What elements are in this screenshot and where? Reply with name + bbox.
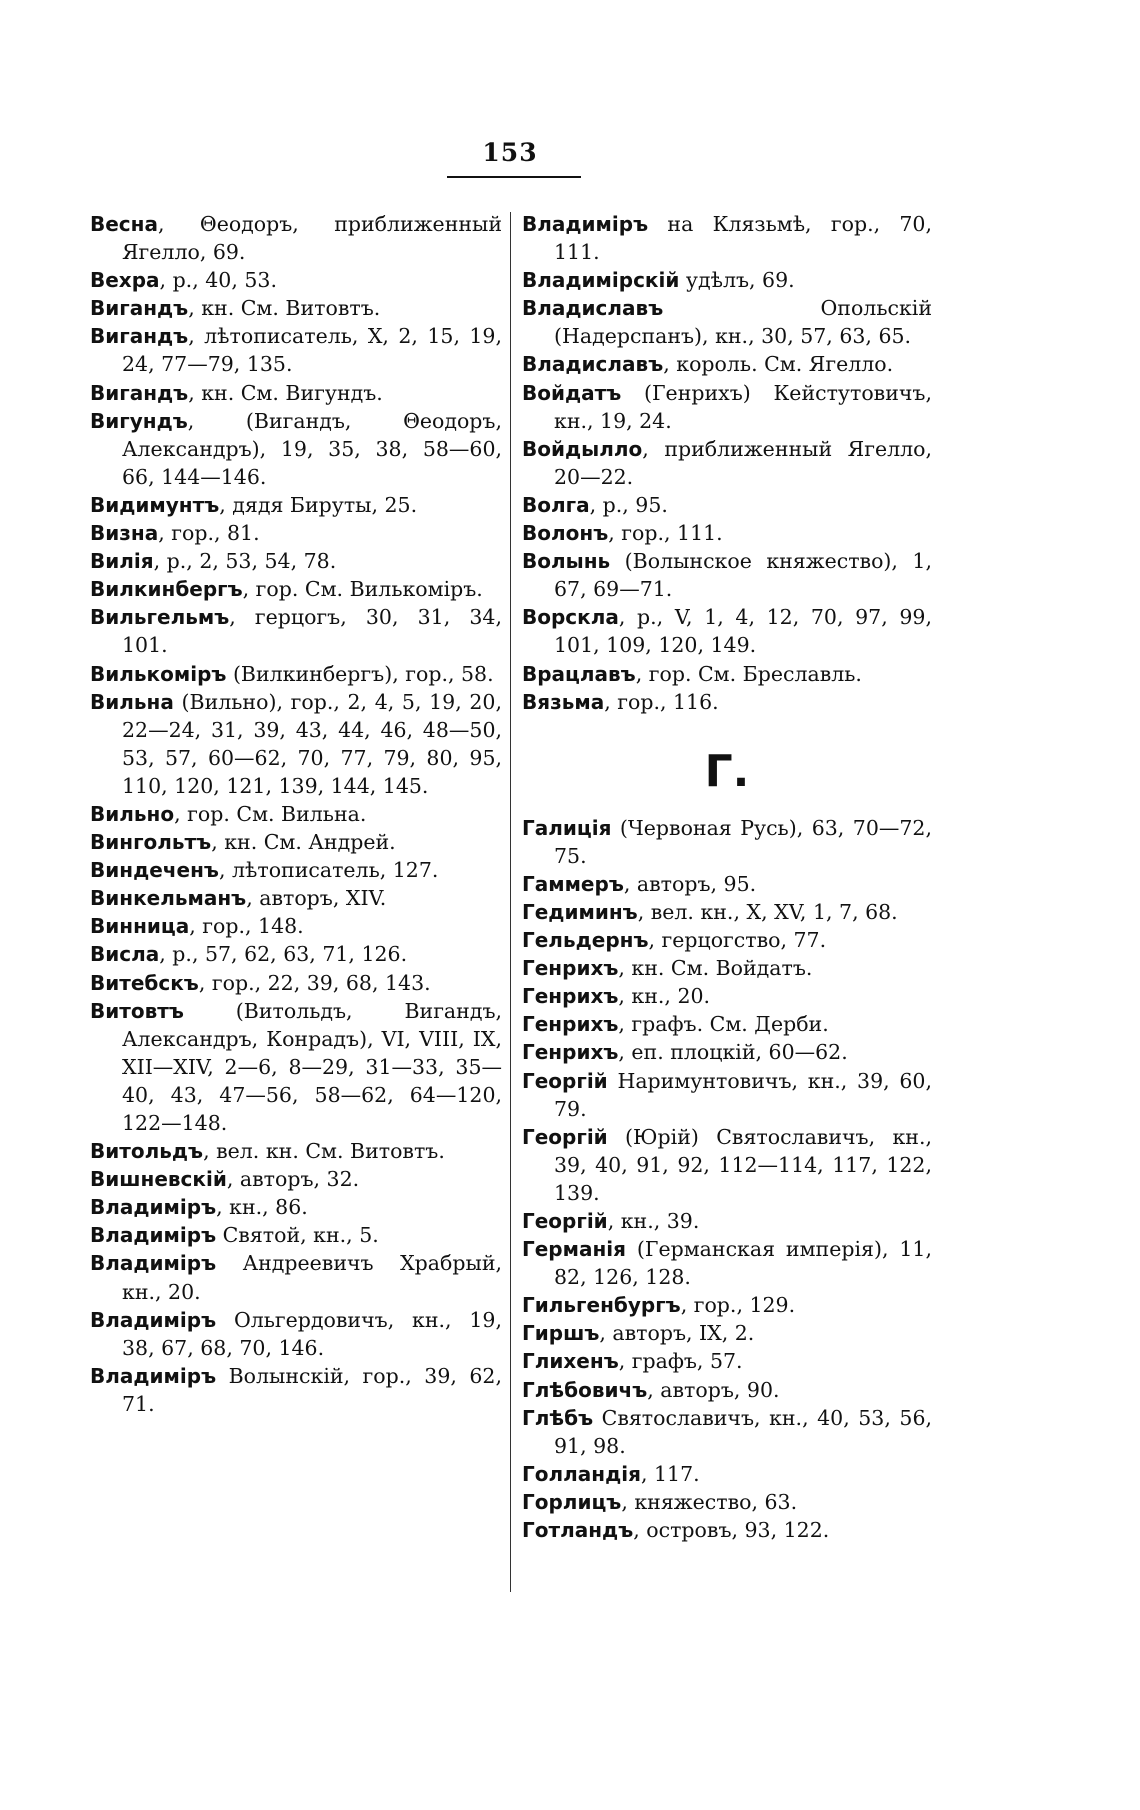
- index-entry: [522, 379, 932, 435]
- index-entry: [522, 350, 932, 378]
- index-entry: [522, 603, 932, 659]
- index-entry-heading: Волонъ: [522, 521, 609, 546]
- index-entry-heading: Гильгенбургъ: [522, 1293, 681, 1318]
- index-entry-heading: Весна: [90, 212, 158, 236]
- index-entry-heading: Генрихъ: [522, 1040, 619, 1065]
- index-entry-heading: Виндеченъ: [90, 858, 219, 883]
- index-entry-heading: Вильгельмъ: [90, 605, 230, 630]
- index-entry: [522, 1207, 932, 1235]
- index-entry: [522, 519, 932, 547]
- index-entry-heading: Глѣбъ: [522, 1405, 594, 1430]
- index-entry-heading: Гаммеръ: [522, 871, 624, 896]
- index-entry: [522, 1235, 932, 1291]
- index-entry: [522, 1376, 932, 1404]
- index-entry-references: , Θеодоръ, приближенный Ягелло, 69.: [122, 212, 502, 265]
- index-entry-references: (Вилкинбергъ), гор., 58.: [226, 661, 494, 686]
- index-entry-references: , кн. См. Вигундъ.: [188, 380, 383, 405]
- index-entry-heading: Глѣбовичъ: [522, 1377, 648, 1402]
- index-entry-references: на Клязьмѣ, гор., 70, 111.: [554, 212, 932, 265]
- page-number: 153: [482, 138, 538, 167]
- index-entry-heading: Глихенъ: [522, 1349, 619, 1374]
- index-entry-heading: Генрихъ: [522, 956, 619, 981]
- index-entry: [90, 1137, 502, 1165]
- index-entry: [90, 547, 502, 575]
- index-entry: [90, 1193, 502, 1221]
- index-entry: [522, 1347, 932, 1375]
- index-entry-references: , авторъ, 32.: [226, 1167, 360, 1192]
- index-entry-references: , герцогъ, 30, 31, 34, 101.: [122, 605, 502, 658]
- index-entry-references: Волынскій, гор., 39, 62, 71.: [122, 1363, 502, 1416]
- index-entry-references: Святой, кн., 5.: [216, 1223, 379, 1248]
- index-entry-heading: Врацлавъ: [522, 661, 636, 686]
- index-entry-references: (Германская имперія), 11, 82, 126, 128.: [554, 1237, 932, 1290]
- index-entry-heading: Вигандъ: [90, 380, 189, 405]
- index-entry-references: , княжество, 63.: [621, 1489, 798, 1514]
- section-letter-heading: Г.: [704, 745, 750, 797]
- index-entry-heading: Витольдъ: [90, 1139, 204, 1164]
- index-entry: [522, 1038, 932, 1066]
- index-entry: [90, 940, 502, 968]
- index-entry-references: , еп. плоцкій, 60—62.: [618, 1040, 848, 1065]
- index-entry: [522, 1010, 932, 1038]
- index-entry-heading: Владиславъ: [522, 296, 664, 321]
- index-entry-heading: Висла: [90, 942, 160, 967]
- index-entry-heading: Вигандъ: [90, 296, 189, 321]
- index-entry-heading: Вилькоміръ: [90, 661, 227, 686]
- index-entry-references: , р., 40, 53.: [159, 268, 277, 293]
- index-entry: [90, 1249, 502, 1305]
- index-entry-references: , герцогство, 77.: [648, 928, 827, 953]
- index-entry-heading: Владимірскій: [522, 268, 680, 293]
- index-entry: [522, 1516, 932, 1544]
- index-entry-references: (Волынское княжество), 1, 67, 69—71.: [554, 549, 932, 602]
- index-entry-heading: Винница: [90, 914, 190, 939]
- index-column-right: [522, 210, 932, 1544]
- index-entry-references: , графъ. См. Дерби.: [618, 1012, 829, 1037]
- index-entry-heading: Вилія: [90, 549, 154, 574]
- index-entry-references: Наримунтовичъ, кн., 39, 60, 79.: [554, 1068, 932, 1121]
- index-entry-references: Ольгердовичъ, кн., 19, 38, 67, 68, 70, 146.: [122, 1307, 502, 1360]
- index-entry: [90, 519, 502, 547]
- index-entry-references: Опольскій (Надерспанъ), кн., 30, 57, 63, 65.: [554, 296, 932, 349]
- page-number-rule: [447, 176, 581, 178]
- index-entry-heading: Владиміръ: [90, 1251, 217, 1276]
- index-entry-heading: Витовтъ: [90, 998, 184, 1023]
- index-entry-references: , лѣтописатель, X, 2, 15, 19, 24, 77—79, 135.: [122, 324, 502, 377]
- index-entry-references: , кн. См. Андрей.: [211, 830, 396, 855]
- index-entry-references: , кн. См. Войдатъ.: [618, 956, 813, 981]
- index-entry: [90, 1306, 502, 1362]
- index-entry-heading: Георгій: [522, 1068, 608, 1093]
- index-entry-heading: Визна: [90, 521, 159, 546]
- index-entry: [522, 898, 932, 926]
- index-entry-heading: Владиміръ: [90, 1195, 217, 1220]
- index-entry: [522, 1067, 932, 1123]
- index-entry: [522, 491, 932, 519]
- index-entry-references: , 117.: [640, 1461, 700, 1486]
- index-entry-heading: Вигундъ: [90, 408, 188, 433]
- index-entry: [522, 870, 932, 898]
- index-entry: [90, 1221, 502, 1249]
- index-entry: [90, 1362, 502, 1418]
- index-entry: [522, 1123, 932, 1207]
- index-entry-heading: Георгій: [522, 1209, 608, 1233]
- index-entry-heading: Волынь: [522, 549, 611, 574]
- index-entry: [522, 435, 932, 491]
- index-entry-references: , авторъ, 95.: [623, 871, 757, 896]
- index-entry-references: , кн. См. Витовтъ.: [188, 296, 381, 321]
- index-section-v-continued: [522, 210, 932, 716]
- index-entry-heading: Вишневскій: [90, 1167, 227, 1192]
- index-entry: [90, 491, 502, 519]
- index-entry-heading: Галиція: [522, 815, 612, 840]
- index-entry-references: , лѣтописатель, 127.: [218, 858, 439, 883]
- index-entry-references: , авторъ, XIV.: [246, 886, 387, 911]
- index-entry-heading: Владиміръ: [522, 212, 649, 236]
- index-entry-references: , графъ, 57.: [618, 1349, 743, 1374]
- index-entry-references: (Юрій) Святославичъ, кн., 39, 40, 91, 92, 112—114, 117, 122, 139.: [554, 1124, 932, 1205]
- index-entry: [90, 688, 502, 800]
- index-entry-references: Андреевичъ Храбрый, кн., 20.: [122, 1251, 502, 1304]
- index-entry: [522, 982, 932, 1010]
- index-entry: [90, 997, 502, 1137]
- index-entry-references: , островъ, 93, 122.: [633, 1518, 830, 1543]
- index-entry: [522, 547, 932, 603]
- index-entry-heading: Готландъ: [522, 1518, 634, 1543]
- index-entry: [90, 1165, 502, 1193]
- index-entry: [90, 575, 502, 603]
- index-entry-heading: Волга: [522, 492, 590, 517]
- index-entry-heading: Гедиминъ: [522, 899, 638, 924]
- index-entry-heading: Ворскла: [522, 605, 619, 630]
- index-entry: [522, 660, 932, 688]
- index-entry-references: (Червоная Русь), 63, 70—72, 75.: [554, 815, 932, 868]
- index-entry-references: , р., 2, 53, 54, 78.: [153, 549, 337, 574]
- index-entry-references: , гор. См. Вильна.: [174, 801, 367, 826]
- index-entry-references: , р., V, 1, 4, 12, 70, 97, 99, 101, 109, 120, 149.: [554, 605, 932, 658]
- index-entry-references: , р., 57, 62, 63, 71, 126.: [159, 942, 408, 967]
- index-entry: [90, 828, 502, 856]
- index-entry-references: , вел. кн., X, XV, 1, 7, 68.: [637, 899, 898, 924]
- index-entry-references: , авторъ, 90.: [647, 1377, 780, 1402]
- index-entry: [522, 1319, 932, 1347]
- index-entry-heading: Войдылло: [522, 436, 643, 461]
- index-entry-heading: Владиміръ: [90, 1363, 217, 1388]
- index-entry-references: , (Вигандъ, Θеодоръ, Александръ), 19, 35, 38, 58—60, 66, 144—146.: [122, 408, 502, 489]
- index-entry-heading: Георгій: [522, 1124, 608, 1149]
- index-column-left: [90, 210, 502, 1418]
- index-entry-heading: Владиславъ: [522, 352, 664, 377]
- index-entry-references: , авторъ, IX, 2.: [599, 1321, 755, 1346]
- index-entry: [522, 210, 932, 266]
- index-entry-references: (Витольдъ, Вигандъ, Александръ, Конрадъ), VI, VIII, IX, XII—XIV, 2—6, 8—29, 31—33, 35—40, 43, 47—56, 58—62, 64—120, 122—148.: [122, 998, 502, 1135]
- index-entry: [90, 800, 502, 828]
- index-entry: [90, 912, 502, 940]
- index-entry-heading: Вигандъ: [90, 324, 189, 349]
- index-entry-heading: Вильно: [90, 801, 175, 826]
- index-entry-references: (Генрихъ) Кейстутовичъ, кн., 19, 24.: [554, 380, 932, 433]
- index-entry-heading: Гельдернъ: [522, 928, 649, 953]
- index-entry-heading: Генрихъ: [522, 984, 619, 1009]
- index-entry-heading: Вильна: [90, 689, 174, 714]
- index-entry: [522, 1460, 932, 1488]
- index-entry: [522, 688, 932, 716]
- index-entry-references: , гор., 22, 39, 68, 143.: [198, 970, 431, 995]
- index-entry: [90, 407, 502, 491]
- index-entry-heading: Видимунтъ: [90, 492, 220, 517]
- index-entry-references: удѣлъ, 69.: [679, 268, 795, 293]
- index-entry-references: , гор., 129.: [680, 1293, 796, 1318]
- index-entry-heading: Вязьма: [522, 689, 605, 714]
- index-entry-references: (Вильно), гор., 2, 4, 5, 19, 20, 22—24, 31, 39, 43, 44, 46, 48—50, 53, 57, 60—62, 70, 77, 79, 80, 95, 110, 120, 121, 139, 144, 145.: [122, 689, 502, 798]
- index-entry: [90, 322, 502, 378]
- index-entry-heading: Вингольтъ: [90, 830, 212, 855]
- index-entry-heading: Генрихъ: [522, 1012, 619, 1037]
- index-entry-heading: Вилкинбергъ: [90, 577, 243, 602]
- index-entry: [90, 379, 502, 407]
- index-entry-references: , кн., 86.: [216, 1195, 308, 1220]
- index-entry-heading: Витебскъ: [90, 970, 199, 995]
- index-entry: [522, 266, 932, 294]
- index-entry-heading: Войдатъ: [522, 380, 622, 405]
- index-entry: [90, 603, 502, 659]
- index-entry-heading: Владиміръ: [90, 1223, 217, 1248]
- index-entry: [522, 1488, 932, 1516]
- index-entry-references: , гор., 148.: [189, 914, 304, 939]
- index-entry: [522, 294, 932, 350]
- index-entry: [90, 294, 502, 322]
- index-entry-heading: Владиміръ: [90, 1307, 217, 1332]
- index-entry-references: , гор. См. Бреславль.: [635, 661, 862, 686]
- index-entry: [90, 266, 502, 294]
- index-entry: [522, 954, 932, 982]
- index-entry-references: , вел. кн. См. Витовтъ.: [203, 1139, 445, 1164]
- index-entry: [522, 1404, 932, 1460]
- index-entry-heading: Винкельманъ: [90, 886, 247, 911]
- index-entry-heading: Гиршъ: [522, 1321, 600, 1346]
- index-entry: [522, 1291, 932, 1319]
- index-entry-heading: Германія: [522, 1237, 626, 1262]
- index-entry-references: , кн., 20.: [618, 984, 711, 1009]
- index-entry-references: , гор., 81.: [158, 521, 260, 546]
- index-entry: [522, 814, 932, 870]
- index-entry-references: , король. См. Ягелло.: [663, 352, 894, 377]
- index-entry-heading: Горлицъ: [522, 1489, 622, 1514]
- index-entry-references: , кн., 39.: [607, 1209, 700, 1233]
- index-entry-references: , дядя Бируты, 25.: [219, 492, 418, 517]
- index-entry-heading: Вехра: [90, 268, 160, 293]
- index-entry: [90, 856, 502, 884]
- index-entry-references: , гор., 111.: [608, 521, 723, 546]
- index-entry: [90, 210, 502, 266]
- index-entry-heading: Голландія: [522, 1461, 641, 1486]
- index-entry-references: , приближенный Ягелло, 20—22.: [554, 436, 932, 489]
- index-entry: [522, 926, 932, 954]
- index-entry-references: Святославичъ, кн., 40, 53, 56, 91, 98.: [554, 1405, 932, 1458]
- index-entry-references: , р., 95.: [589, 492, 668, 517]
- index-section-g: [522, 814, 932, 1544]
- index-entry-references: , гор. См. Вилькоміръ.: [242, 577, 483, 602]
- index-entry: [90, 969, 502, 997]
- index-entry: [90, 884, 502, 912]
- index-entry-references: , гор., 116.: [604, 689, 719, 714]
- column-divider: [510, 212, 511, 1592]
- index-entry: [90, 660, 502, 688]
